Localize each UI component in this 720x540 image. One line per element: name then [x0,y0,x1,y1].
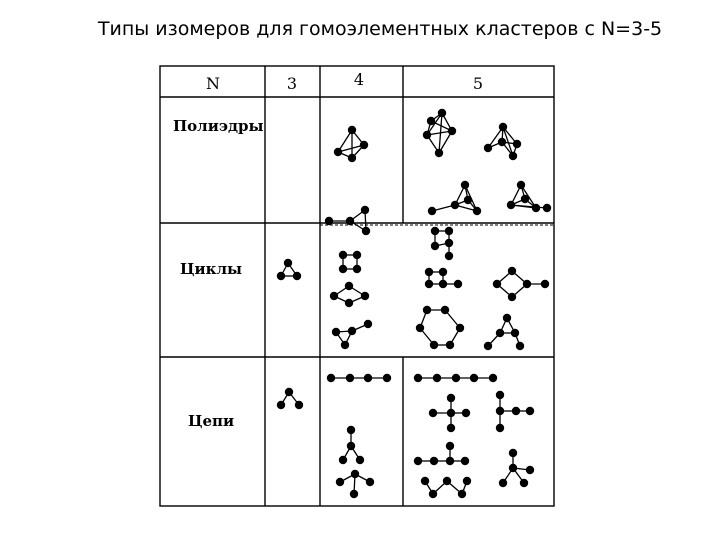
header-col-3: 3 [286,74,298,93]
atom [484,144,492,152]
cycle-n4-triangle-tail [325,206,370,235]
atom [345,282,353,290]
atom [360,141,368,149]
atom [446,341,454,349]
chain-n5-long-branch [414,442,469,465]
atom [430,457,438,465]
atom [347,442,355,450]
atom [499,479,507,487]
atom [441,306,449,314]
atom [429,490,437,498]
atom [361,206,369,214]
atom [526,466,534,474]
header-n: N [206,74,220,93]
atom [507,201,515,209]
atom [364,374,372,382]
atom [330,292,338,300]
chain-n4-linear [327,374,391,382]
atom [470,374,478,382]
atom [461,181,469,189]
atom [503,314,511,322]
molecule-drawings [277,109,551,498]
atom [458,490,466,498]
cycle-n5-pentagon [416,306,464,349]
atom [439,280,447,288]
polyhedron-n5-square-pyramid [484,123,521,160]
polyhedron-n4-tetrahedron [334,126,368,162]
cycle-n5-triangle-arms [484,314,524,350]
atom [516,342,524,350]
atom [447,424,455,432]
atom [473,207,481,215]
atom [438,109,446,117]
cycle-n5-rhombus-tail [493,267,549,301]
atom [293,272,301,280]
atom [445,252,453,260]
atom [462,409,470,417]
atom [423,131,431,139]
atom [345,299,353,307]
atom [334,148,342,156]
atom [277,272,285,280]
atom [508,267,516,275]
chain-n5-tree-b [499,449,534,487]
atom [445,239,453,247]
atom [416,324,424,332]
atom [511,329,519,337]
atom [348,154,356,162]
atom [428,207,436,215]
cycle-n4-square-tail-up [339,251,361,273]
atom [532,204,540,212]
atom [327,374,335,382]
atom [543,204,551,212]
atom [339,456,347,464]
atom [493,280,501,288]
atom [361,292,369,300]
atom [509,464,517,472]
chain-n5-tree-a [421,477,471,498]
atom [325,217,333,225]
atom [454,280,462,288]
atom [339,251,347,259]
cycle-n5-triangle-chain [431,227,453,260]
atom [498,138,506,146]
row-label-cycles: Циклы [180,260,243,278]
atom [362,227,370,235]
cycle-n5-square-tail [425,268,462,288]
atom [423,306,431,314]
atom [523,280,531,288]
atom [414,457,422,465]
atom [447,394,455,402]
atom [431,227,439,235]
polyhedron-n5-capped-b [507,181,551,212]
atom [513,140,521,148]
polyhedron-n5-bipyramid [423,109,456,157]
atom [346,374,354,382]
atom [489,374,497,382]
atom [464,196,472,204]
atom [496,329,504,337]
atom [427,117,435,125]
atom [446,457,454,465]
atom [414,374,422,382]
atom [364,320,372,328]
atom [508,293,516,301]
atom [456,324,464,332]
slide-title: Типы изомеров для гомоэлементных кластеров с N=3-5 [97,18,663,40]
atom [353,265,361,273]
atom [541,280,549,288]
atom [526,407,534,415]
atom [346,217,354,225]
atom [520,479,528,487]
atom [348,126,356,134]
atom [353,251,361,259]
atom [425,268,433,276]
cycle-n4-rhombus [330,282,369,307]
atom [461,457,469,465]
atom [496,391,504,399]
atom [347,426,355,434]
atom [521,195,529,203]
cycle-n3-triangle [277,259,301,280]
chain-n3-bent [277,388,303,409]
atom [339,265,347,273]
atom [284,259,292,267]
atom [447,409,455,417]
atom [383,374,391,382]
atom [452,374,460,382]
atom [431,242,439,250]
atom [332,328,340,336]
atom [341,341,349,349]
atom [285,388,293,396]
atom [356,456,364,464]
atom [348,327,356,335]
atom [429,409,437,417]
atom [517,181,525,189]
atom [351,470,359,478]
chain-n5-linear [414,374,497,382]
atom [439,268,447,276]
atom [446,442,454,450]
atom [295,401,303,409]
chain-n4-zigzag [336,470,374,498]
atom [366,478,374,486]
atom [435,149,443,157]
row-label-chains: Цепи [188,412,235,430]
header-col-5: 5 [472,74,484,93]
atom [433,374,441,382]
row-label-polyhedra: Полиэдры [173,117,264,135]
atom [496,424,504,432]
atom [496,407,504,415]
atom [484,342,492,350]
cycle-n4-triangle-branch [332,320,372,349]
atom [350,490,358,498]
chain-n5-branch-cross [429,394,470,432]
chain-n5-t-shape [496,391,534,432]
atom [451,201,459,209]
atom [336,478,344,486]
atom [425,280,433,288]
atom [509,152,517,160]
atom [463,477,471,485]
polyhedron-n5-capped-a [428,181,481,215]
atom [277,401,285,409]
chain-n4-branch [339,426,364,464]
atom [443,477,451,485]
atom [421,477,429,485]
atom [499,123,507,131]
atom [509,449,517,457]
header-col-4: 4 [353,70,365,89]
atom [448,127,456,135]
atom [445,227,453,235]
atom [512,407,520,415]
atom [430,341,438,349]
